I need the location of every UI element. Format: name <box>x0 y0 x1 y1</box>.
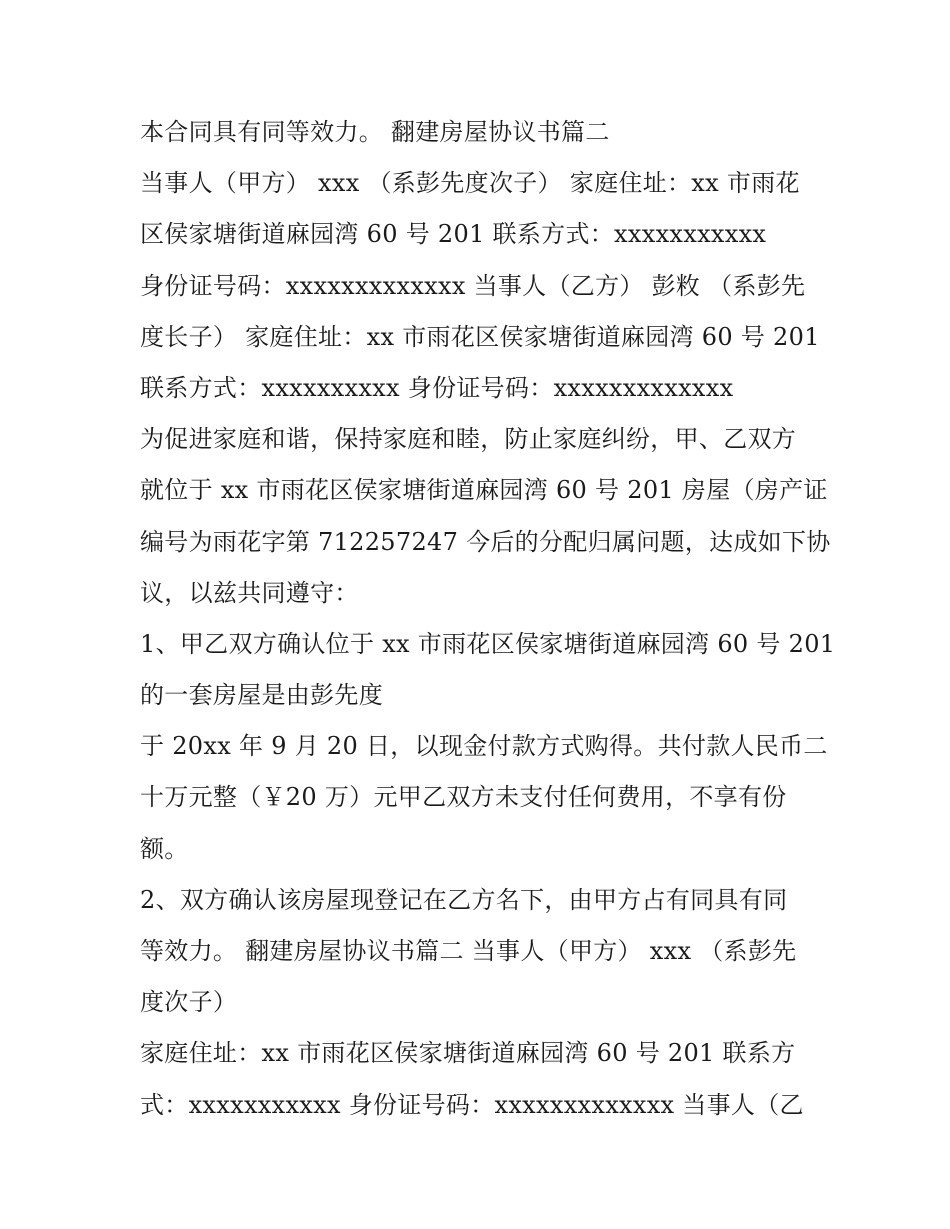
text-line: 编号为雨花字第 712257247 今后的分配归属问题，达成如下协 <box>140 527 831 556</box>
text-line: 1、甲乙双方确认位于 xx 市雨花区侯家塘街道麻园湾 60 号 201 <box>140 629 836 658</box>
text-line: 式：xxxxxxxxxxx 身份证号码：xxxxxxxxxxxxx 当事人（乙 <box>140 1090 804 1119</box>
text-line: 联系方式：xxxxxxxxxx 身份证号码：xxxxxxxxxxxxx <box>140 373 734 402</box>
document-body <box>140 107 836 1131</box>
text-line: 度次子） <box>140 988 238 1017</box>
text-line: 等效力。 翻建房屋协议书篇二 当事人（甲方） xxx （系彭先 <box>140 937 797 965</box>
text-line: 度长子） 家庭住址：xx 市雨花区侯家塘街道麻园湾 60 号 201 <box>140 322 820 351</box>
text-line: 区侯家塘街道麻园湾 60 号 201 联系方式：xxxxxxxxxxx <box>140 220 767 249</box>
text-line: 于 20xx 年 9 月 20 日，以现金付款方式购得。共付款人民币二 <box>140 732 828 761</box>
text-line: 议，以兹共同遵守： <box>140 578 359 607</box>
text-line: 当事人（甲方） xxx （系彭先度次子） 家庭住址：xx 市雨花 <box>140 169 800 198</box>
text-line: 本合同具有同等效力。 翻建房屋协议书篇二 <box>140 118 610 146</box>
text-line: 家庭住址：xx 市雨花区侯家塘街道麻园湾 60 号 201 联系方 <box>140 1039 796 1068</box>
text-line: 额。 <box>140 834 189 863</box>
text-line: 十万元整（￥20 万）元甲乙双方未支付任何费用，不享有份 <box>140 783 787 812</box>
text-line: 的一套房屋是由彭先度 <box>140 681 383 710</box>
text-line: 2、双方确认该房屋现登记在乙方名下，由甲方占有同具有同 <box>140 885 788 914</box>
text-line: 身份证号码：xxxxxxxxxxxxx 当事人（乙方） 彭敉 （系彭先 <box>140 271 806 300</box>
text-line: 为促进家庭和谐，保持家庭和睦，防止家庭纠纷，甲、乙双方 <box>140 425 797 454</box>
text-line: 就位于 xx 市雨花区侯家塘街道麻园湾 60 号 201 房屋（房产证 <box>140 476 828 505</box>
